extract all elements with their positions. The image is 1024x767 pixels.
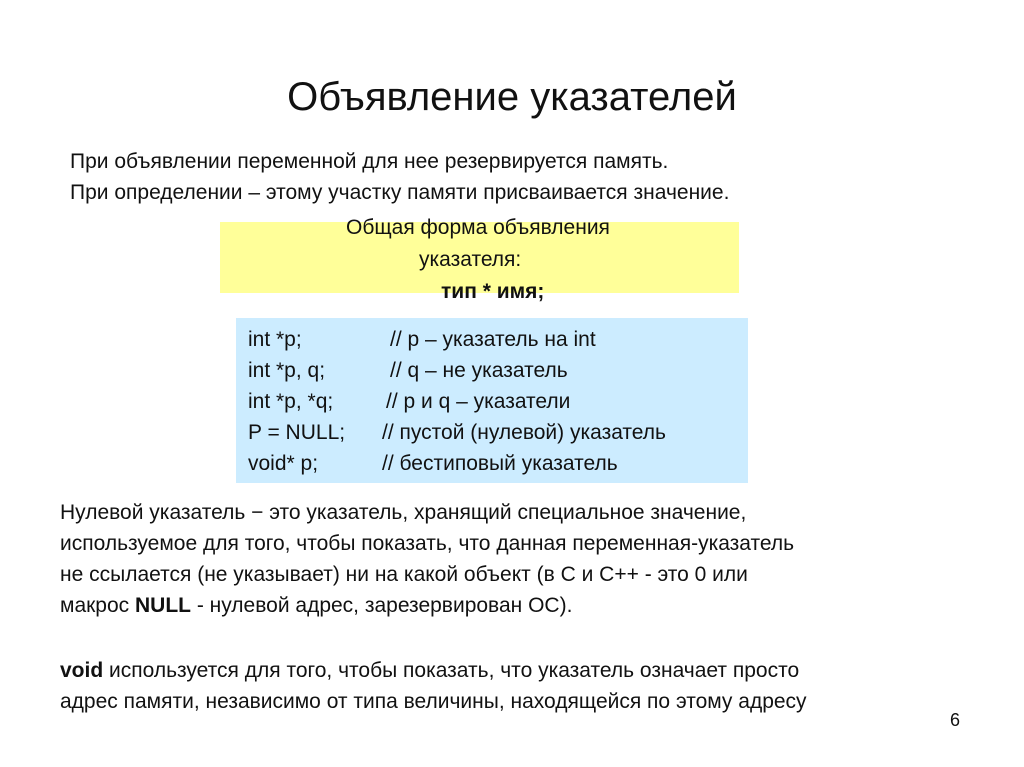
code-comment: // p и q – указатели [386,390,571,413]
paragraph-line: используемое для того, чтобы показать, что данная переменная-указатель [60,532,795,555]
code-line [248,419,666,447]
paragraph-text: макрос [60,594,135,617]
general-form-syntax: тип * имя; [441,280,545,303]
paragraph-line [60,590,980,621]
slide-title: Объявление указателей [287,75,737,119]
code-line [248,326,596,354]
code-text: int *p, *q; [248,390,334,413]
null-pointer-paragraph [60,497,980,621]
general-form-line-2: указателя: [419,248,522,271]
code-comment: // бестиповый указатель [382,452,618,475]
paragraph-line: не ссылается (не указывает) ни на какой объект (в С и С++ - это 0 или [60,563,748,586]
paragraph-line: Нулевой указатель − это указатель, хранящий специальное значение, [60,501,747,524]
void-keyword: void [60,659,104,682]
code-comment: // p – указатель на int [390,328,596,351]
code-line [248,450,618,478]
null-keyword: NULL [135,594,191,617]
page-number: 6 [950,710,961,730]
code-text: int *p, q; [248,359,326,382]
paragraph-text: - нулевой адрес, зарезервирован ОС). [191,594,573,617]
code-text: P = NULL; [248,421,346,444]
intro-line-1: При объявлении переменной для нее резервируется память. [70,150,669,173]
void-paragraph [60,655,980,717]
code-text: int *p; [248,328,302,351]
code-line [248,388,571,416]
code-comment: // q – не указатель [390,359,568,382]
general-form-line-1: Общая форма объявления [346,216,610,239]
code-text: void* p; [248,452,319,475]
paragraph-line: адрес памяти, независимо от типа величины, находящейся по этому адресу [60,690,807,713]
code-comment: // пустой (нулевой) указатель [382,421,666,444]
paragraph-text: используется для того, чтобы показать, что указатель означает просто [103,659,800,682]
paragraph-line [60,655,980,686]
intro-line-2: При определении – этому участку памяти присваивается значение. [70,181,730,204]
intro-text [70,146,970,208]
code-line [248,357,568,385]
